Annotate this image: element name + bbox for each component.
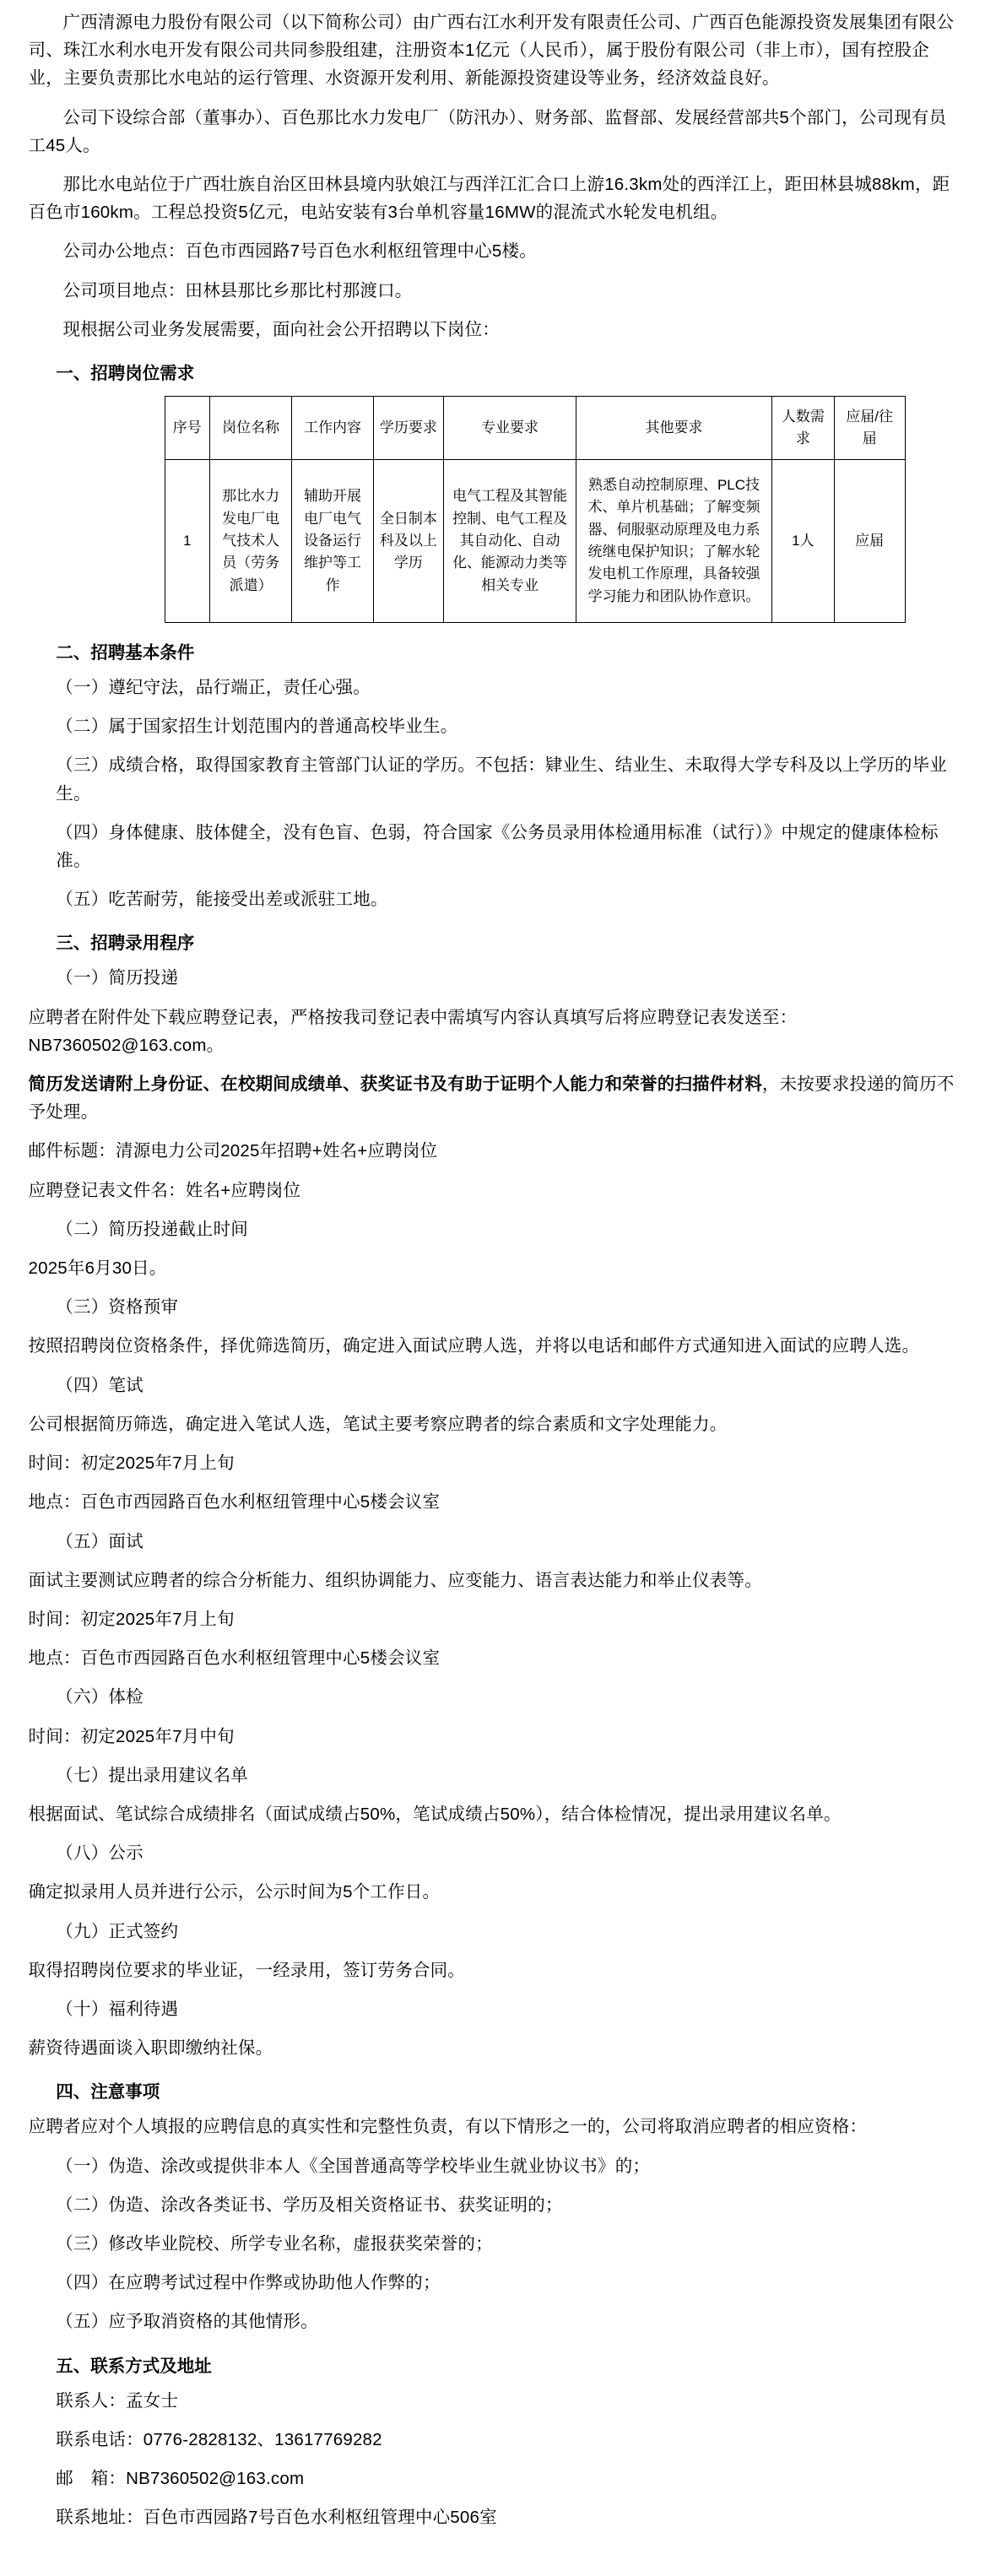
procedure-step2-deadline: 2025年6月30日。: [28, 1258, 167, 1279]
jobs-table: [165, 396, 906, 623]
header-position-name: 岗位名称: [209, 397, 291, 460]
table-row: [165, 460, 905, 623]
intro-paragraph-1: 广西清源电力股份有限公司（以下简称公司）由广西右江水利开发有限责任公司、广西百色能源投资发展集团有限公司、珠江水利水电开发有限公司共同参股组建，注册资本1亿元（人民币），属于股份有限公司（非上市），国有控股企业，主要负责那比水电站的运行管理、水资源开发利用、新能源投资建设等业务，经济效益良好。: [28, 13, 955, 89]
header-education: 学历要求: [373, 397, 443, 460]
jobs-table-wrapper: [29, 396, 957, 623]
header-other-requirements: 其他要求: [576, 397, 772, 460]
recruit-lead: 现根据公司业务发展需要，面向社会公开招聘以下岗位：: [62, 319, 500, 339]
procedure-step1-text2: [29, 1070, 957, 1126]
procedure-step4-text: 公司根据简历筛选，确定进入笔试人选，笔试主要考察应聘者的综合素质和文字处理能力。: [28, 1414, 728, 1434]
procedure-step5-text: 面试主要测试应聘者的综合分析能力、组织协调能力、应变能力、语言表达能力和举止仪表等。: [28, 1570, 762, 1590]
procedure-step1-text1: 应聘者在附件处下载应聘登记表，严格按我司登记表中需填写内容认真填写后将应聘登记表发送至：NB7360502@163.com。: [28, 1007, 798, 1055]
procedure-step3-text: 按照招聘岗位资格条件，择优筛选简历，确定进入面试应聘人选，并将以电话和邮件方式通知进入面试的应聘人选。: [28, 1336, 920, 1356]
office-location: 公司办公地点：百色市西园路7号百色水利枢纽管理中心5楼。: [62, 241, 537, 262]
note-item-3: （三）修改毕业院校、所学专业名称，虚报获奖荣誉的；: [56, 2233, 493, 2254]
section-title-positions: 一、招聘岗位需求: [56, 364, 195, 384]
procedure-step7-title: （七）提出录用建议名单: [56, 1765, 248, 1785]
cell-position-name: 那比水力发电厂电气技术人员（劳务派遣）: [209, 460, 291, 623]
procedure-step3-title: （三）资格预审: [56, 1297, 179, 1318]
procedure-step1-tail: ，未按要求投递的简历不予处理。: [28, 1074, 955, 1123]
procedure-step8-text: 确定拟录用人员并进行公示，公示时间为5个工作日。: [28, 1882, 441, 1902]
cell-major: 电气工程及其智能控制、电气工程及其自动化、自动化、能源动力类等相关专业: [444, 460, 576, 623]
basic-condition-2: （二）属于国家招生计划范围内的普通高校毕业生。: [56, 717, 458, 737]
procedure-step2-title: （二）简历投递截止时间: [56, 1219, 248, 1239]
header-headcount: 人数需求: [771, 397, 834, 460]
procedure-step5-title: （五）面试: [56, 1531, 143, 1551]
note-item-5: （五）应予取消资格的其他情形。: [56, 2312, 318, 2332]
contact-email: 邮 箱：NB7360502@163.com: [56, 2468, 305, 2488]
document-content: [29, 8, 957, 2531]
section-title-notes: 四、注意事项: [56, 2082, 160, 2102]
basic-condition-4: （四）身体健康、肢体健全，没有色盲、色弱，符合国家《公务员录用体检通用标准（试行）》中规定的健康体检标准。: [56, 822, 939, 871]
section-title-contact: 五、联系方式及地址: [56, 2356, 212, 2376]
table-header-row: [165, 397, 905, 460]
cell-other-requirements: 熟悉自动控制原理、PLC技术、单片机基础；了解变频器、伺服驱动原理及电力系统继电保护知识；了解水轮发电机工作原理，具备较强学习能力和团队协作意识。: [576, 460, 772, 623]
procedure-step5-time: 时间：初定2025年7月上旬: [28, 1609, 235, 1629]
procedure-step4-place: 地点：百色市西园路百色水利枢纽管理中心5楼会议室: [28, 1492, 441, 1513]
header-major: 专业要求: [444, 397, 576, 460]
basic-condition-1: （一）遵纪守法，品行端正，责任心强。: [56, 678, 371, 698]
cell-seq: 1: [165, 460, 209, 623]
header-work-content: 工作内容: [292, 397, 373, 460]
procedure-step7-text: 根据面试、笔试综合成绩排名（面试成绩占50%，笔试成绩占50%），结合体检情况，提出录用建议名单。: [28, 1804, 842, 1824]
procedure-step4-title: （四）笔试: [56, 1375, 143, 1395]
note-item-4: （四）在应聘考试过程中作弊或协助他人作弊的；: [56, 2273, 441, 2293]
procedure-step6-title: （六）体检: [56, 1687, 143, 1707]
procedure-step10-text: 薪资待遇面谈入职即缴纳社保。: [28, 2038, 273, 2059]
contact-phone: 联系电话：0776-2828132、13617769282: [56, 2429, 382, 2449]
note-item-2: （二）伪造、涂改各类证书、学历及相关资格证书、获奖证明的；: [56, 2194, 563, 2215]
procedure-step4-time: 时间：初定2025年7月上旬: [28, 1453, 235, 1474]
procedure-step1-mail-subject: 邮件标题：清源电力公司2025年招聘+姓名+应聘岗位: [28, 1141, 438, 1161]
intro-paragraph-2: 公司下设综合部（董事办）、百色那比水力发电厂（防汛办）、财务部、监督部、发展经营部共5个部门，公司现有员工45人。: [28, 107, 947, 155]
contact-address: 联系地址：百色市西园路7号百色水利枢纽管理中心506室: [56, 2508, 497, 2528]
project-location: 公司项目地点：田林县那比乡那比村那渡口。: [62, 280, 413, 300]
cell-work-content: 辅助开展电厂电气设备运行维护等工作: [292, 460, 373, 623]
cell-headcount: 1人: [771, 460, 834, 623]
section-title-procedure: 三、招聘录用程序: [56, 934, 195, 954]
notes-lead: 应聘者应对个人填报的应聘信息的真实性和完整性负责，有以下情形之一的，公司将取消应聘者的相应资格：: [28, 2117, 868, 2137]
header-graduate-type: 应届/往届: [834, 397, 905, 460]
basic-condition-5: （五）吃苦耐劳，能接受出差或派驻工地。: [56, 890, 388, 910]
procedure-step8-title: （八）公示: [56, 1843, 143, 1864]
cell-education: 全日制本科及以上学历: [373, 460, 443, 623]
procedure-step10-title: （十）福利待遇: [56, 1999, 179, 2019]
procedure-step6-time: 时间：初定2025年7月中旬: [28, 1726, 235, 1746]
basic-condition-3: （三）成绩合格，取得国家教育主管部门认证的学历。不包括：肄业生、结业生、未取得大学专科及以上学历的毕业生。: [56, 755, 947, 804]
cell-graduate-type: 应届: [834, 460, 905, 623]
procedure-step1-file-name: 应聘登记表文件名：姓名+应聘岗位: [28, 1180, 301, 1200]
procedure-step9-title: （九）正式签约: [56, 1921, 179, 1941]
procedure-step1-title: （一）简历投递: [56, 968, 179, 988]
procedure-step9-text: 取得招聘岗位要求的毕业证，一经录用，签订劳务合同。: [28, 1960, 465, 1980]
section-title-basic-conditions: 二、招聘基本条件: [56, 643, 195, 663]
note-item-1: （一）伪造、涂改或提供非本人《全国普通高等学校毕业生就业协议书》的；: [56, 2156, 651, 2176]
contact-person: 联系人：孟女士: [56, 2390, 179, 2411]
header-seq: 序号: [165, 397, 209, 460]
procedure-step1-bold: 简历发送请附上身份证、在校期间成绩单、获奖证书及有助于证明个人能力和荣誉的扫描件材料: [28, 1074, 762, 1095]
procedure-step5-place: 地点：百色市西园路百色水利枢纽管理中心5楼会议室: [28, 1648, 441, 1669]
intro-paragraph-3: 那比水电站位于广西壮族自治区田林县境内驮娘江与西洋江汇合口上游16.3km处的西洋江上，距田林县城88km，距百色市160km。工程总投资5亿元，电站安装有3台单机容量16MW的混流式水轮发电机组。: [28, 175, 950, 223]
